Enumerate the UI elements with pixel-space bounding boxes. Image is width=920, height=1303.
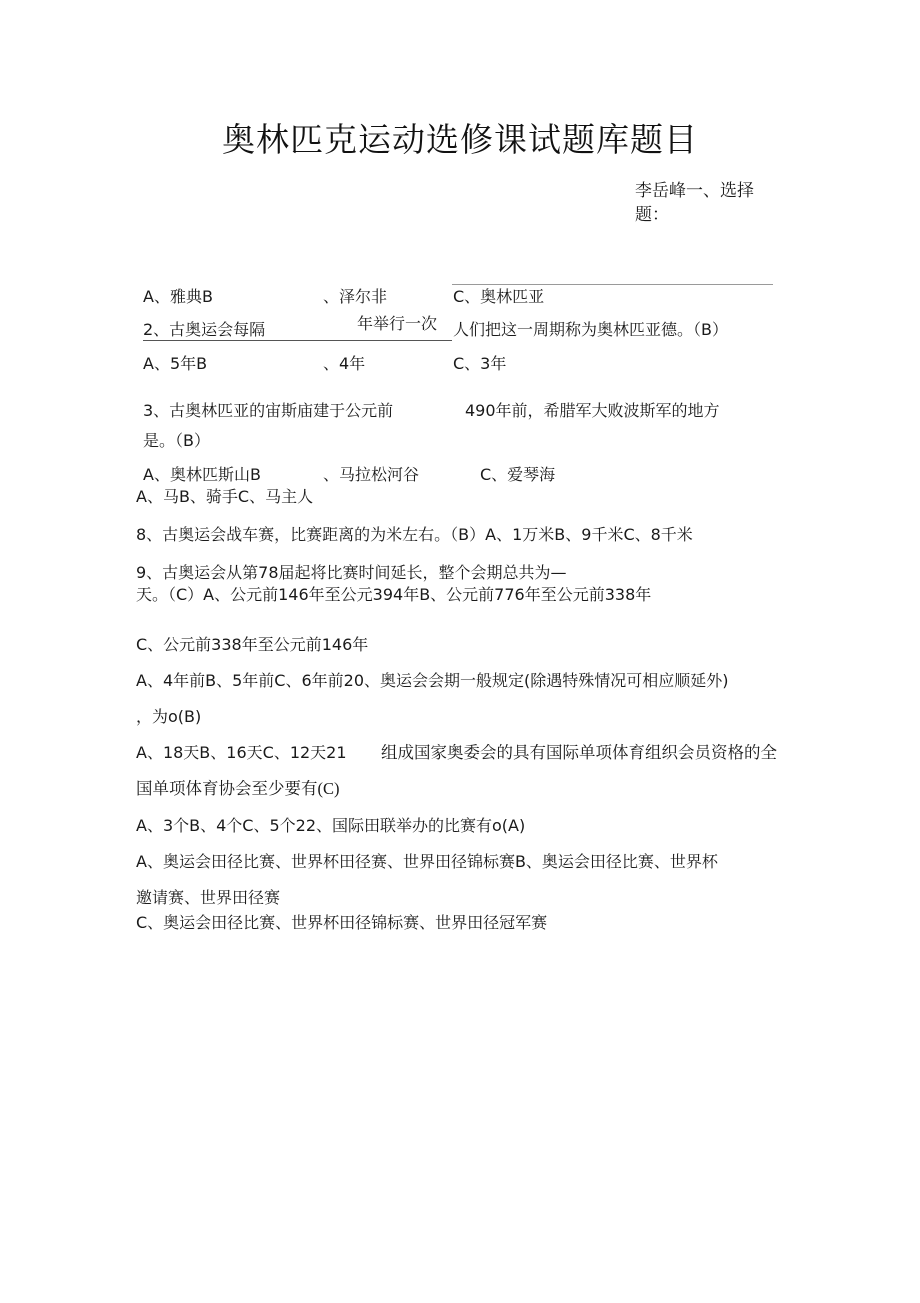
q1-option-b: 、泽尔非	[323, 287, 388, 306]
q3-option-b: 、马拉松河谷	[323, 465, 420, 484]
q3-option-c: C、爱琴海	[480, 465, 556, 484]
q3-stem-right: 490年前，希腊军大败波斯军的地方	[465, 401, 720, 420]
q9-line2: 天。（C）A、公元前146年至公元394年B、公元前776年至公元前338年	[136, 585, 652, 604]
q2-blank-text: 年举行一次	[357, 314, 438, 333]
q8-line: 8、古奥运会战车赛，比赛距离的为米左右。（B）A、1万米B、9千米C、8千米	[136, 525, 693, 544]
q21-line1-b: 组成国家奥委会的具有国际单项体育组织会员资格的全	[381, 743, 777, 762]
q2-stem-rest: 人们把这一周期称为奥林匹亚德。（B）	[453, 320, 728, 339]
q3-stem-end: 是。（B）	[143, 431, 210, 450]
options-horse-line: A、马B、骑手C、马主人	[136, 487, 314, 506]
q1-option-c: C、奥林匹亚	[453, 287, 545, 306]
q21-line2: 国单项体育协会至少要有(C)	[136, 779, 340, 798]
q22-line: A、3个B、4个C、5个22、国际田联举办的比赛有o(A)	[136, 816, 526, 835]
q3-option-a: A、奥林匹斯山B	[143, 465, 261, 484]
q2-option-c: C、3年	[453, 354, 507, 373]
q22-options-line1: A、奥运会田径比赛、世界杯田径赛、世界田径锦标赛B、奥运会田径比赛、世界杯	[136, 852, 718, 871]
q2-option-a: A、5年B	[143, 354, 208, 373]
q21-line1-a: A、18天B、16天C、12天21	[136, 743, 347, 762]
q3-stem: 3、古奥林匹亚的宙斯庙建于公元前	[143, 401, 394, 420]
q1-option-a: A、雅典B	[143, 287, 213, 306]
q20-line2: ，为o(B)	[136, 707, 202, 726]
q20-line1: A、4年前B、5年前C、6年前20、奥运会会期一般规定(除遇特殊情况可相应顺延外)	[136, 671, 729, 690]
q2-stem: 2、古奥运会每隔	[143, 320, 266, 339]
q22-options-line2: 邀请赛、世界田径赛	[136, 888, 281, 907]
option-c-338-line: C、公元前338年至公元前146年	[136, 635, 369, 654]
divider-line	[452, 284, 773, 285]
q22-options-line3: C、奥运会田径比赛、世界杯田径锦标赛、世界田径冠军赛	[136, 913, 548, 932]
document-title: 奥林匹克运动选修课试题库题目	[222, 120, 698, 159]
q2-underline	[143, 340, 452, 341]
author-section-heading: 李岳峰一、选择题：	[635, 181, 754, 225]
q2-option-b: 、4年	[323, 354, 366, 373]
q9-line1: 9、古奥运会从第78届起将比赛时间延长，整个会期总共为—	[136, 563, 567, 582]
